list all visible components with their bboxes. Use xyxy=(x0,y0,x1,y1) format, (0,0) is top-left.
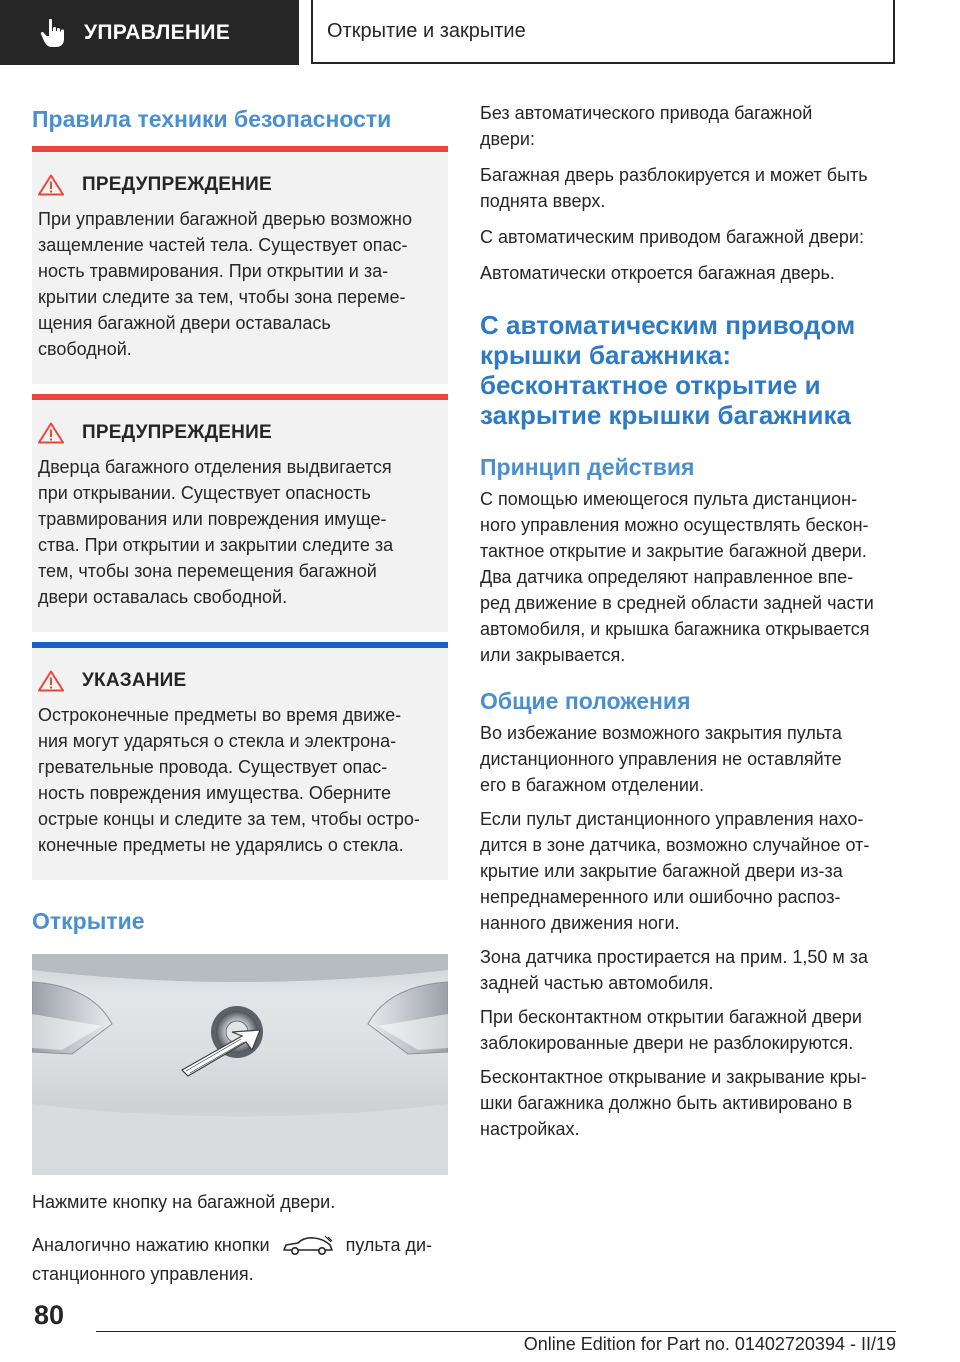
page-number: 80 xyxy=(34,1300,65,1330)
text-line: при открывании. Существует опасность xyxy=(38,483,371,503)
left-column xyxy=(32,100,448,1289)
warning-box-2 xyxy=(32,394,448,632)
warning-triangle-icon xyxy=(38,174,64,196)
general-heading: Общие положения xyxy=(480,688,691,714)
text-line: заблокированные двери не разблокируются. xyxy=(480,1033,854,1053)
text-line: Если пульт дистанционного управления нахо- xyxy=(480,809,864,829)
hand-pointer-icon xyxy=(40,18,66,48)
text-line: нанного движения ноги. xyxy=(480,913,680,933)
contactless-heading xyxy=(480,310,896,430)
warning-text xyxy=(38,206,440,362)
heading-line: закрытие крышки багажника xyxy=(480,400,851,430)
text-line: дистанционного управления не оставляйте xyxy=(480,749,842,769)
text-line: настройках. xyxy=(480,1119,580,1139)
text-line: Во избежание возможного закрытия пульта xyxy=(480,723,842,743)
tailgate-illustration xyxy=(32,954,448,1175)
header-section-tab[interactable] xyxy=(0,0,299,65)
notice-title: УКАЗАНИЕ xyxy=(82,670,187,691)
text-line: двери оставалась свободной. xyxy=(38,587,288,607)
safety-heading: Правила техники безопасности xyxy=(32,106,392,132)
text-line: острые концы и следите за тем, чтобы остро- xyxy=(38,809,420,829)
text-line: крытии следите за тем, чтобы зона переме- xyxy=(38,287,406,307)
text-line: С автоматическим приводом багажной двери: xyxy=(480,227,864,247)
text-line: непреднамеренного или ошибочно распоз- xyxy=(480,887,841,907)
text-line: С помощью имеющегося пульта дистанцион- xyxy=(480,489,858,509)
text-line: его в багажном отделении. xyxy=(480,775,704,795)
warning-box-1 xyxy=(32,146,448,384)
paragraph-avoid-closing xyxy=(480,720,896,798)
text-line: ред движение в средней области задней части xyxy=(480,593,874,613)
text-line: свободной. xyxy=(38,339,132,359)
text-line: дится в зоне датчика, возможно случайное от- xyxy=(480,835,870,855)
right-column xyxy=(480,100,896,1142)
text-line: крытие или закрытие багажной двери из-за xyxy=(480,861,843,881)
text-line: Без автоматического привода багажной xyxy=(480,103,813,123)
warning-text xyxy=(38,454,440,610)
paragraph-principle xyxy=(480,486,896,668)
text-line: тем, чтобы зона перемещения багажной xyxy=(38,561,377,581)
edition-note: Online Edition for Part no. 01402720394 - II/19 xyxy=(523,1334,896,1354)
paragraph-unlock xyxy=(480,162,896,214)
text-fragment: Аналогично нажатию кнопки xyxy=(32,1235,270,1255)
chapter-tab[interactable] xyxy=(311,0,895,64)
notice-text xyxy=(38,702,440,858)
text-line: Автоматически откроется багажная дверь. xyxy=(480,263,835,283)
warning-triangle-icon xyxy=(38,670,64,692)
footer-divider xyxy=(96,1331,896,1332)
text-fragment: пульта ди- xyxy=(345,1235,433,1255)
photo-caption: Нажмите кнопку на багажной двери. xyxy=(32,1192,336,1212)
text-line: задней частью автомобиля. xyxy=(480,973,714,993)
text-line: При управлении багажной дверью возможно xyxy=(38,209,412,229)
paragraph-no-auto xyxy=(480,100,896,152)
principle-heading: Принцип действия xyxy=(480,454,695,480)
warning-triangle-icon xyxy=(38,422,64,444)
paragraph-locked-doors xyxy=(480,1004,896,1056)
notice-box xyxy=(32,642,448,880)
text-line: ность травмирования. При открытии и за- xyxy=(38,261,389,281)
text-line: травмирования или повреждения имуще- xyxy=(38,509,387,529)
text-line: автомобиля, и крышка багажника открывается xyxy=(480,619,870,639)
text-line: ность повреждения имущества. Оберните xyxy=(38,783,392,803)
opening-heading: Открытие xyxy=(32,908,145,934)
text-line: Бесконтактное открывание и закрывание кры- xyxy=(480,1067,867,1087)
tailgate-button-photo xyxy=(32,954,448,1175)
text-line: Дверца багажного отделения выдвигается xyxy=(38,457,392,477)
text-line: ния могут ударяться о стекла и электрона- xyxy=(38,731,397,751)
text-line: шки багажника должно быть активировано в xyxy=(480,1093,853,1113)
warning-title: ПРЕДУПРЕЖДЕНИЕ xyxy=(82,422,272,443)
paragraph-sensor-zone-risk xyxy=(480,806,896,936)
car-remote-icon xyxy=(281,1235,335,1257)
paragraph-with-auto xyxy=(480,224,896,250)
text-line: тактное открытие и закрытие багажной двери. xyxy=(480,541,867,561)
paragraph-auto-open xyxy=(480,260,896,286)
analog-text xyxy=(32,1231,448,1289)
chapter-tab-label: Открытие и закрытие xyxy=(327,19,526,42)
warning-title: ПРЕДУПРЕЖДЕНИЕ xyxy=(82,174,272,195)
paragraph-sensor-range xyxy=(480,944,896,996)
text-fragment: станционного управления. xyxy=(32,1264,254,1284)
heading-line: бесконтактное открытие и xyxy=(480,370,821,400)
text-line: Багажная дверь разблокируется и может быть xyxy=(480,165,868,185)
text-line: гревательные провода. Существует опас- xyxy=(38,757,388,777)
text-line: поднята вверх. xyxy=(480,191,606,211)
text-line: защемление частей тела. Существует опас- xyxy=(38,235,408,255)
text-line: При бесконтактном открытии багажной двери xyxy=(480,1007,862,1027)
text-line: двери: xyxy=(480,129,535,149)
text-line: Зона датчика простирается на прим. 1,50 м за xyxy=(480,947,869,967)
text-line: ного управления можно осуществлять бескон- xyxy=(480,515,869,535)
text-line: ства. При открытии и закрытии следите за xyxy=(38,535,394,555)
heading-line: С автоматическим приводом xyxy=(480,310,856,340)
paragraph-activation xyxy=(480,1064,896,1142)
text-line: Два датчика определяют направленное впе- xyxy=(480,567,854,587)
text-line: или закрывается. xyxy=(480,645,626,665)
heading-line: крышки багажника: xyxy=(480,340,732,370)
section-tab-label: УПРАВЛЕНИЕ xyxy=(84,20,231,44)
text-line: щения багажной двери оставалась xyxy=(38,313,331,333)
text-line: конечные предметы не ударялись о стекла. xyxy=(38,835,404,855)
text-line: Остроконечные предметы во время движе- xyxy=(38,705,402,725)
